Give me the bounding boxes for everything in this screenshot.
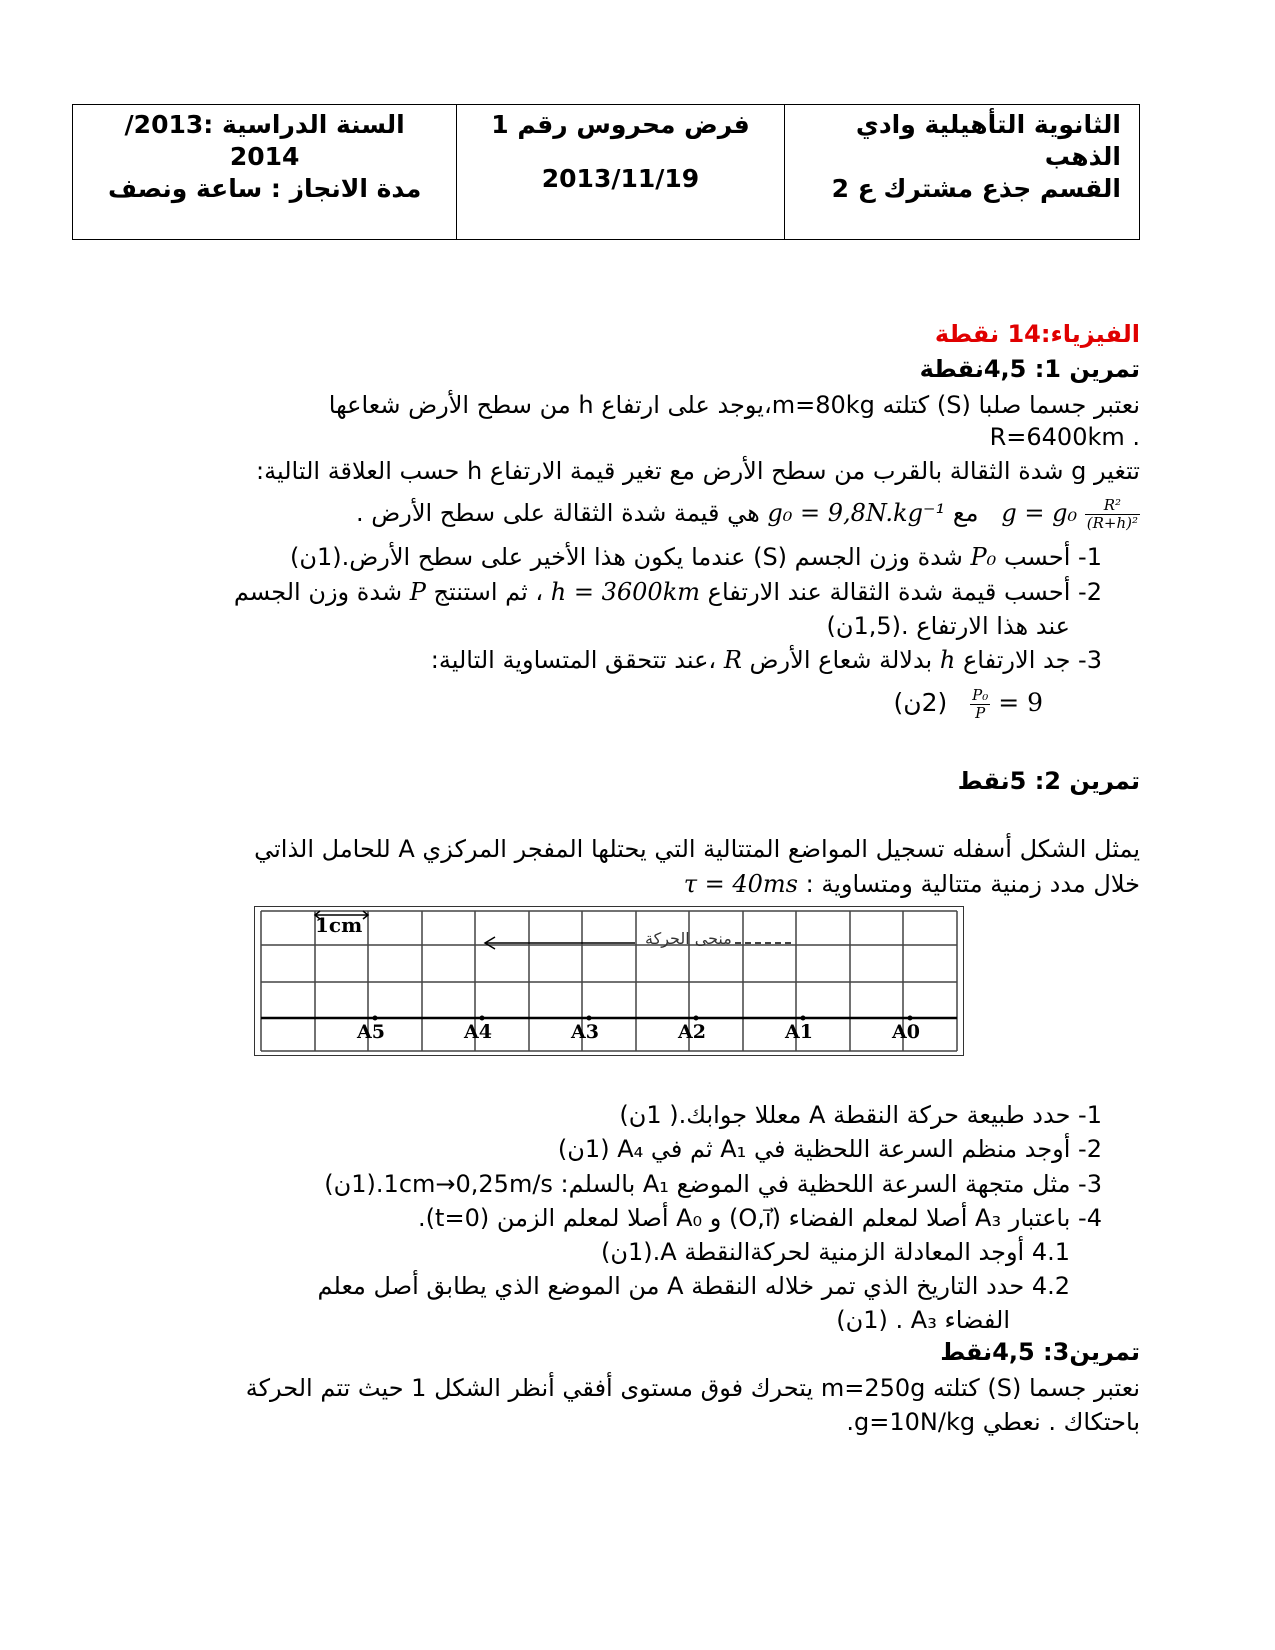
ex2-q41: 4.1 أوجد المعادلة الزمنية لحركةالنقطة A.(1ن) xyxy=(600,1238,1070,1266)
tau-value: τ = 40ms xyxy=(683,870,798,898)
formula-desc: هي قيمة شدة الثقالة على سطح الأرض . xyxy=(355,499,760,527)
ratio-fraction: $\frac{\text{P₀}}{P}$ xyxy=(972,685,989,722)
formula-with: مع xyxy=(952,499,979,527)
eq-h3600: h = 3600km xyxy=(550,578,700,606)
q3-points: (2ن) xyxy=(893,688,948,717)
ex1-intro-1: نعتبر جسما صلبا (S) كتلته m=80kg،يوجد على ارتفاع h من سطح الأرض شعاعها xyxy=(328,391,1140,419)
ex1-intro-3: تتغير g شدة الثقالة بالقرب من سطح الأرض مع تغير قيمة الارتفاع h حسب العلاقة التالية: xyxy=(256,457,1140,485)
school-year: السنة الدراسية :2013/ 2014 xyxy=(124,110,405,171)
ex1-title: تمرين 1: 4,5نقطة xyxy=(919,355,1140,383)
exam-date: 2013/11/19 xyxy=(541,164,700,193)
ex1-q3: 3- جد الارتفاع h بدلالة شعاع الأرض R ،عند تتحقق المتساوية التالية: xyxy=(430,646,1102,674)
ex1-q3-equation: $\frac{\text{P₀}}{P}$ = 9 (2ن) xyxy=(893,685,1043,722)
header-exam-cell xyxy=(456,105,783,239)
ex2-q4: 4- باعتبار A₃ أصلا لمعلم الفضاء (O,i⃗) و A₀ أصلا لمعلم الزمن (t=0). xyxy=(418,1204,1102,1232)
ex2-q2: 2- أوجد منظم السرعة اللحظية في A₁ ثم في A₄ (1ن) xyxy=(557,1135,1102,1163)
point-a5: A5 xyxy=(357,1021,385,1043)
school-name: الثانوية التأهيلية وادي الذهب xyxy=(855,110,1121,171)
var-p0: P₀ xyxy=(970,543,997,571)
duration: مدة الانجاز : ساعة ونصف xyxy=(107,174,422,203)
ex3-intro-2: باحتكاك . نعطي g=10N/kg. xyxy=(846,1408,1140,1436)
ex1-intro-2: . R=6400km xyxy=(989,423,1140,451)
ex2-q1: 1- حدد طبيعة حركة النقطة A معللا جوابك.( 1ن) xyxy=(619,1101,1102,1129)
ex2-intro-1: يمثل الشكل أسفله تسجيل المواضع المتتالية التي يحتلها المفجر المركزي A للحامل الذاتي xyxy=(254,835,1140,863)
ex2-intro-2: خلال مدد زمنية متتالية ومتساوية : τ = 40ms xyxy=(684,867,1140,901)
ex2-q42-2: الفضاء A₃ . (1ن) xyxy=(836,1306,1010,1334)
header-school-cell xyxy=(784,105,1139,239)
formula-fraction: $\frac{\text{R²}}{\text{(R+h)²}}$ xyxy=(1086,496,1138,532)
formula-g0: g₀ = 9,8N.kg⁻¹ xyxy=(767,499,946,527)
ticker-tape-figure xyxy=(254,906,964,1056)
point-a2: A2 xyxy=(678,1021,706,1043)
ex1-q1: 1- أحسب P₀ شدة وزن الجسم (S) عندما يكون هذا الأخير على سطح الأرض.(1ن) xyxy=(289,543,1102,571)
department: القسم جذع مشترك ع 2 xyxy=(831,174,1121,203)
header-year-cell xyxy=(73,105,456,239)
ex2-q3: 3- مثل متجهة السرعة اللحظية في الموضع A₁ بالسلم: 1cm→0,25m/s.(1ن) xyxy=(324,1170,1102,1198)
var-p: P xyxy=(409,578,426,606)
scale-label: 1cm xyxy=(315,913,363,937)
point-a0: A0 xyxy=(892,1021,920,1043)
direction-label: منحى الحركة xyxy=(645,929,732,948)
point-a4: A4 xyxy=(464,1021,492,1043)
exam-title: فرض محروس رقم 1 xyxy=(491,110,750,139)
formula-main: g = g₀ $\frac{\text{R²}}{\text{(R+h)²}}$ xyxy=(1001,496,1138,532)
point-a1: A1 xyxy=(785,1021,813,1043)
header-table xyxy=(72,104,1140,240)
ex1-formula-line xyxy=(356,488,1140,538)
point-a3: A3 xyxy=(571,1021,599,1043)
ex1-q2: 2- أحسب قيمة شدة الثقالة عند الارتفاع h = 3600km ، ثم استنتج P شدة وزن الجسم xyxy=(234,575,1102,609)
physics-heading: الفيزياء:14 نقطة xyxy=(934,320,1140,348)
ex1-q2-line2: عند هذا الارتفاع .(1,5ن) xyxy=(826,612,1070,640)
ex2-title: تمرين 2: 5نقط xyxy=(957,767,1140,795)
ex3-title: تمرين3: 4,5نقط xyxy=(940,1338,1140,1366)
ex3-intro-1: نعتبر جسما (S) كتلته m=250g يتحرك فوق مستوى أفقي أنظر الشكل 1 حيث تتم الحركة xyxy=(245,1374,1140,1402)
ex2-q42-1: 4.2 حدد التاريخ الذي تمر خلاله النقطة A من الموضع الذي يطابق أصل معلم xyxy=(317,1272,1070,1300)
